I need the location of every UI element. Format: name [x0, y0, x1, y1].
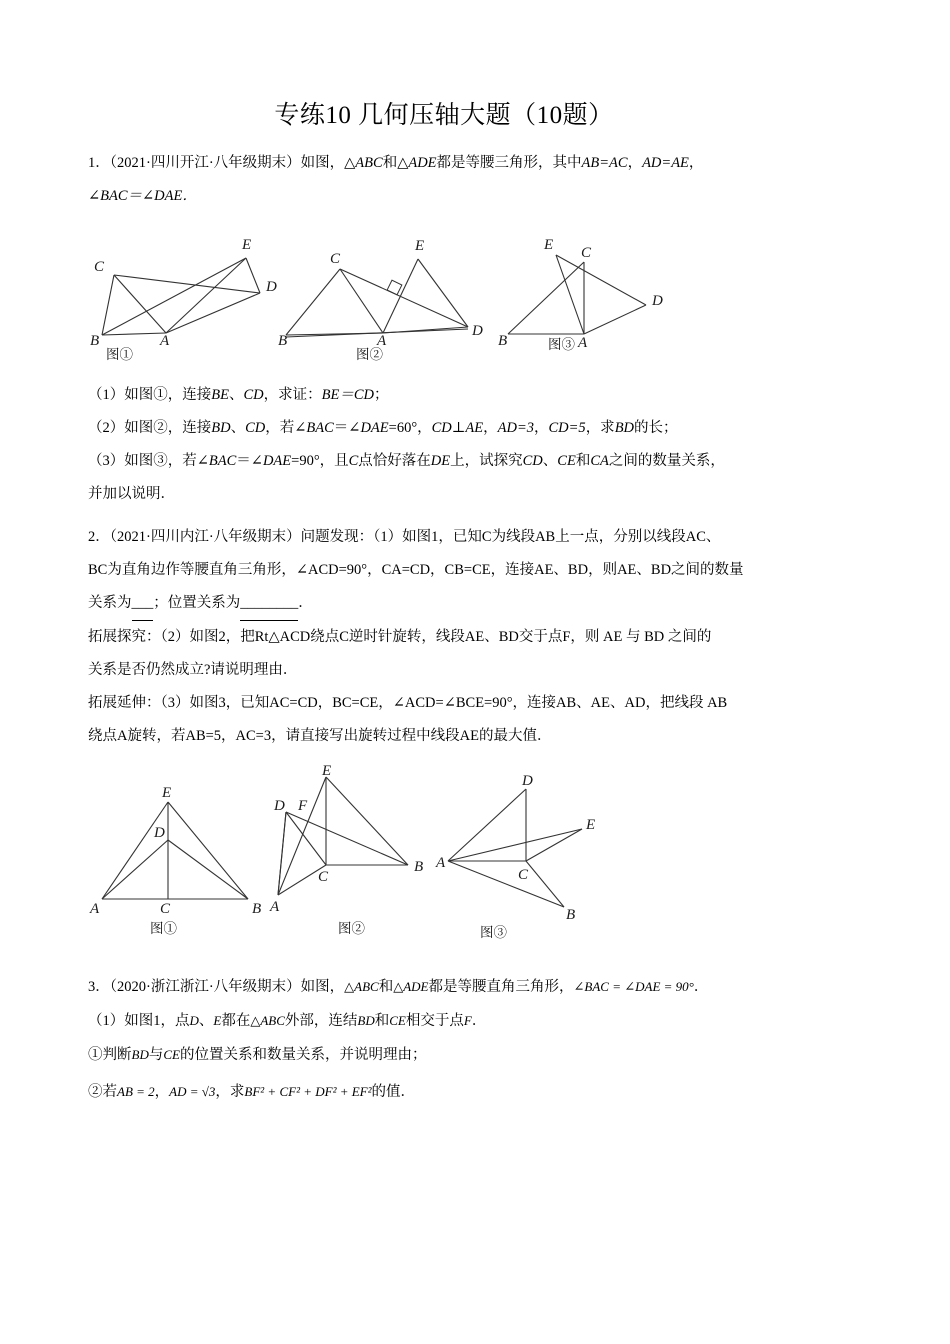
q3-sub1-ce: CE — [163, 1046, 180, 1062]
question-1-part-1 — [88, 379, 800, 412]
figure-2-1-label-D: D — [154, 824, 165, 841]
question-2-line-3 — [88, 587, 800, 621]
question-3-tri-ade: △ADE — [393, 978, 429, 994]
part-3-text-d: 点恰好落在 — [358, 452, 431, 469]
figure-2-3-label-C: C — [518, 866, 529, 883]
figure-2-1-label-B: B — [252, 900, 262, 917]
question-2-line-1 — [88, 521, 800, 554]
q3-part1-c: 都在 — [221, 1012, 251, 1029]
part-3-angle-bac: BAC — [208, 452, 237, 469]
question-3-source: （2020·浙江浙江·八年级期末） — [109, 978, 301, 995]
part-1-eq: BE＝CD — [321, 386, 374, 403]
question-3-sub-2 — [88, 1072, 800, 1112]
figure-1-3-label-D: D — [652, 292, 663, 309]
question-3-stem-c: 都是等腰直角三角形， — [428, 978, 574, 995]
part-3-seg-de: DE — [430, 452, 451, 469]
question-2-line3-b: ；位置关系为 — [153, 594, 241, 611]
question-2-line-5: 关系是否仍然成立?请说明理由． — [88, 661, 298, 678]
question-1-part-3 — [88, 445, 800, 478]
q3-sub2-d: 的值． — [371, 1083, 416, 1100]
figure-1-3 — [486, 217, 701, 352]
question-3-stem-b: 和 — [378, 978, 394, 995]
page-content — [88, 100, 800, 1112]
part-3-text-e: 上，试探究 — [450, 452, 523, 469]
figure-1-3-svg — [486, 217, 701, 351]
part-2-angle-dae: DAE — [360, 419, 389, 436]
question-2 — [88, 521, 800, 753]
question-3-part-1 — [88, 1004, 800, 1038]
part-1-text-a: 如图①，连接 — [124, 386, 212, 403]
q3-seg-ce: CE — [389, 1012, 406, 1028]
figure-2-1-label-C: C — [160, 900, 171, 917]
figure-1-1-label-D: D — [266, 278, 277, 295]
figure-2-2-label-F: F — [298, 797, 308, 814]
question-1 — [88, 147, 800, 213]
q3-sub1-b: 与 — [148, 1046, 164, 1063]
q3-part1-b: 、 — [198, 1012, 214, 1029]
question-3-stem-d: ． — [693, 978, 709, 995]
part-1-text-b: 、 — [228, 386, 244, 403]
figure-2-3-svg — [436, 767, 636, 922]
q3-sub2-ad: AD = √3 — [169, 1083, 216, 1099]
question-1-stem-b: 都是等腰三角形，其中 — [436, 154, 582, 171]
part-2-text-e: =60°， — [388, 419, 432, 436]
part-2-angle-bac: BAC — [306, 419, 334, 436]
question-2-line3-a: 关系为 — [88, 594, 132, 611]
part-2-cd: CD=5 — [548, 419, 586, 436]
figure-1-2-label-A: A — [377, 332, 387, 349]
question-1-number: 1． — [88, 154, 110, 171]
part-3-text-f: 、 — [542, 452, 558, 469]
part-2-bd: BD — [614, 419, 635, 436]
part-2-perp: CD⊥AE — [431, 419, 484, 436]
question-2-line-6: 拓展延伸：（3）如图3，已知AC=CD，BC=CE，∠ACD=∠BCE=90°，连接AB、AE、AD，把线段 AB — [88, 694, 728, 711]
figure-1-2-label-B: B — [278, 332, 288, 349]
question-1-eq-ab-ac: AB=AC — [581, 154, 628, 171]
question-3-sub-1 — [88, 1038, 800, 1072]
figure-1-2-label-E: E — [415, 237, 425, 254]
part-2-text-i: 的长； — [634, 419, 678, 436]
spacer-2 — [88, 952, 800, 970]
figure-2-2-label-C: C — [318, 868, 329, 885]
part-3-text-g: 和 — [575, 452, 591, 469]
figure-2-1-caption: 图① — [150, 920, 177, 936]
q3-sub2-ab: AB = 2 — [117, 1083, 155, 1099]
figure-2-3-label-E: E — [586, 816, 596, 833]
q3-seg-bd: BD — [357, 1012, 375, 1028]
part-2-text-h: ，求 — [585, 419, 615, 436]
figure-1-3-label-B: B — [498, 332, 508, 349]
q3-part1-d: 外部，连结 — [284, 1012, 358, 1029]
question-3-number: 3． — [88, 978, 110, 995]
part-2-text-d: ＝∠ — [333, 419, 361, 436]
q3-part1-a: （1）如图1，点 — [88, 1012, 190, 1029]
figure-1-1-caption: 图① — [106, 346, 133, 362]
q3-tri-abc-2: △ABC — [250, 1012, 285, 1028]
part-3-cd: CD — [522, 452, 543, 469]
figure-2-2-label-D: D — [274, 797, 285, 814]
figure-2-2-caption: 图② — [338, 920, 365, 936]
figure-group-1 — [88, 217, 800, 367]
part-3-text-c: =90°，且 — [291, 452, 349, 469]
figure-1-1-label-A: A — [160, 332, 170, 349]
part-1-seg-cd: CD — [243, 386, 264, 403]
question-2-number: 2． — [88, 528, 110, 545]
figure-1-1-svg — [88, 217, 288, 349]
spacer-1 — [88, 511, 800, 521]
figure-1-3-label-E: E — [544, 236, 554, 253]
figure-1-3-label-A: A — [578, 334, 588, 351]
part-2-text-g: ， — [534, 419, 549, 436]
figure-2-2-label-E: E — [322, 762, 332, 779]
part-2-label: （2） — [88, 419, 125, 436]
question-3 — [88, 970, 800, 1112]
figure-2-2-label-A: A — [270, 898, 280, 915]
figure-2-3-label-D: D — [522, 772, 533, 789]
question-2-line1-text: 问题发现：（1）如图1，已知C为线段AB上一点，分别以线段AC、 — [300, 528, 721, 545]
figure-2-1-svg — [88, 767, 273, 917]
figure-2-3-caption: 图③ — [480, 924, 507, 940]
question-1-and: 和 — [382, 154, 398, 171]
q3-part1-e: 和 — [374, 1012, 390, 1029]
question-3-stem — [88, 970, 800, 1004]
question-1-stem-line2 — [88, 180, 800, 213]
figure-group-2 — [88, 762, 800, 952]
part-1-label: （1） — [88, 386, 125, 403]
figure-1-3-label-C: C — [581, 244, 592, 261]
question-2-line-4: 拓展探究：（2）如图2，把Rt△ACD绕点C逆时针旋转，线段AE、BD交于点F，则 AE 与 BD 之间的 — [88, 628, 712, 645]
question-1-eq-ad-ae: AD=AE — [642, 154, 689, 171]
question-1-angle-cond: ∠BAC＝∠DAE． — [88, 187, 197, 204]
part-2-seg-cd: CD — [245, 419, 266, 436]
q3-sub2-c: ，求 — [215, 1083, 245, 1100]
figure-2-3 — [436, 767, 636, 940]
figure-1-2-caption: 图② — [356, 346, 383, 362]
part-2-text-a: 如图②，连接 — [124, 419, 212, 436]
part-3-ca: CA — [590, 452, 609, 469]
figure-2-2-svg — [268, 762, 458, 917]
figure-1-2-svg — [278, 217, 493, 349]
part-3-text-a: 如图③，若∠ — [124, 452, 209, 469]
q3-sub2-expr: BF² + CF² + DF² + EF² — [244, 1083, 372, 1099]
figure-2-2 — [268, 762, 458, 936]
question-3-angle-cond: ∠BAC = ∠DAE = 90° — [573, 978, 694, 994]
question-1-stem-a: 如图， — [300, 154, 345, 171]
question-2-line3-c: ． — [298, 594, 313, 611]
figure-1-2-label-D: D — [472, 322, 483, 339]
part-3-ce: CE — [557, 452, 576, 469]
q3-sub1-a: ①判断 — [88, 1046, 132, 1063]
q3-sub1-bd: BD — [131, 1046, 149, 1062]
question-3-stem-a: 如图， — [300, 978, 345, 995]
page-title: 专练10 几何压轴大题（10题） — [274, 102, 614, 129]
question-2-line-7: 绕点A旋转，若AB=5，AC=3，请直接写出旋转过程中线段AE的最大值． — [88, 727, 552, 744]
part-3-text-h: 之间的数量关系， — [608, 452, 725, 469]
figure-2-3-label-A: A — [436, 854, 446, 871]
q3-sub2-b: ， — [154, 1083, 170, 1100]
question-1-part-2 — [88, 412, 800, 445]
part-1-text-d: ； — [373, 386, 389, 403]
figure-1-1 — [88, 217, 288, 362]
question-1-source: （2021·四川开江·八年级期末） — [109, 154, 301, 171]
question-2-line-2: BC为直角边作等腰直角三角形，∠ACD=90°，CA=CD，CB=CE，连接AE、BD，则AE、BD之间的数量 — [88, 561, 744, 578]
q3-point-d: D — [189, 1012, 199, 1028]
figure-2-1-label-A: A — [90, 900, 100, 917]
question-3-tri-abc: △ABC — [344, 978, 379, 994]
part-3-angle-dae: DAE — [262, 452, 292, 469]
q3-sub1-c: 的位置关系和数量关系，并说明理由； — [179, 1046, 427, 1063]
figure-1-1-label-E: E — [242, 236, 252, 253]
q3-part1-f: 相交于点 — [405, 1012, 464, 1029]
figure-1-3-caption: 图③ — [548, 336, 575, 352]
part-2-seg-bd: BD — [211, 419, 231, 436]
part-1-text-c: ，求证： — [263, 386, 322, 403]
question-1-comma-2: ， — [688, 154, 704, 171]
figure-2-1-label-E: E — [162, 784, 172, 801]
question-1-comma-1: ， — [627, 154, 643, 171]
part-1-seg-be: BE — [211, 386, 229, 403]
question-1-tri-abc: △ABC — [344, 154, 383, 171]
q3-part1-g: ． — [471, 1012, 487, 1029]
part-2-text-b: 、 — [230, 419, 246, 436]
figure-1-1-label-C: C — [94, 258, 105, 275]
figure-2-3-label-B: B — [566, 906, 576, 923]
part-3-point-c: C — [348, 452, 359, 469]
part-3-label: （3） — [88, 452, 125, 469]
part-2-text-f: ， — [483, 419, 498, 436]
question-2-blank-2[interactable]: ________ — [240, 587, 298, 621]
figure-1-2 — [278, 217, 493, 362]
part-2-text-c: ，若∠ — [265, 419, 307, 436]
question-2-source: （2021·四川内江·八年级期末） — [109, 528, 301, 545]
figure-2-1 — [88, 767, 273, 936]
q3-sub2-a: ②若 — [88, 1083, 117, 1100]
q3-point-f: F — [463, 1012, 472, 1028]
question-1-stem — [88, 147, 800, 180]
question-1-part-3-cont: 并加以说明． — [88, 485, 175, 502]
q3-point-e: E — [213, 1012, 222, 1028]
question-1-tri-ade: △ADE — [397, 154, 437, 171]
figure-1-2-label-C: C — [330, 250, 341, 267]
figure-1-1-label-B: B — [90, 332, 100, 349]
question-1-parts — [88, 379, 800, 511]
figure-2-2-label-B: B — [414, 858, 424, 875]
question-2-blank-1[interactable]: ___ — [132, 587, 154, 621]
part-3-text-b: ＝∠ — [236, 452, 263, 469]
part-2-ad: AD=3 — [497, 419, 534, 436]
